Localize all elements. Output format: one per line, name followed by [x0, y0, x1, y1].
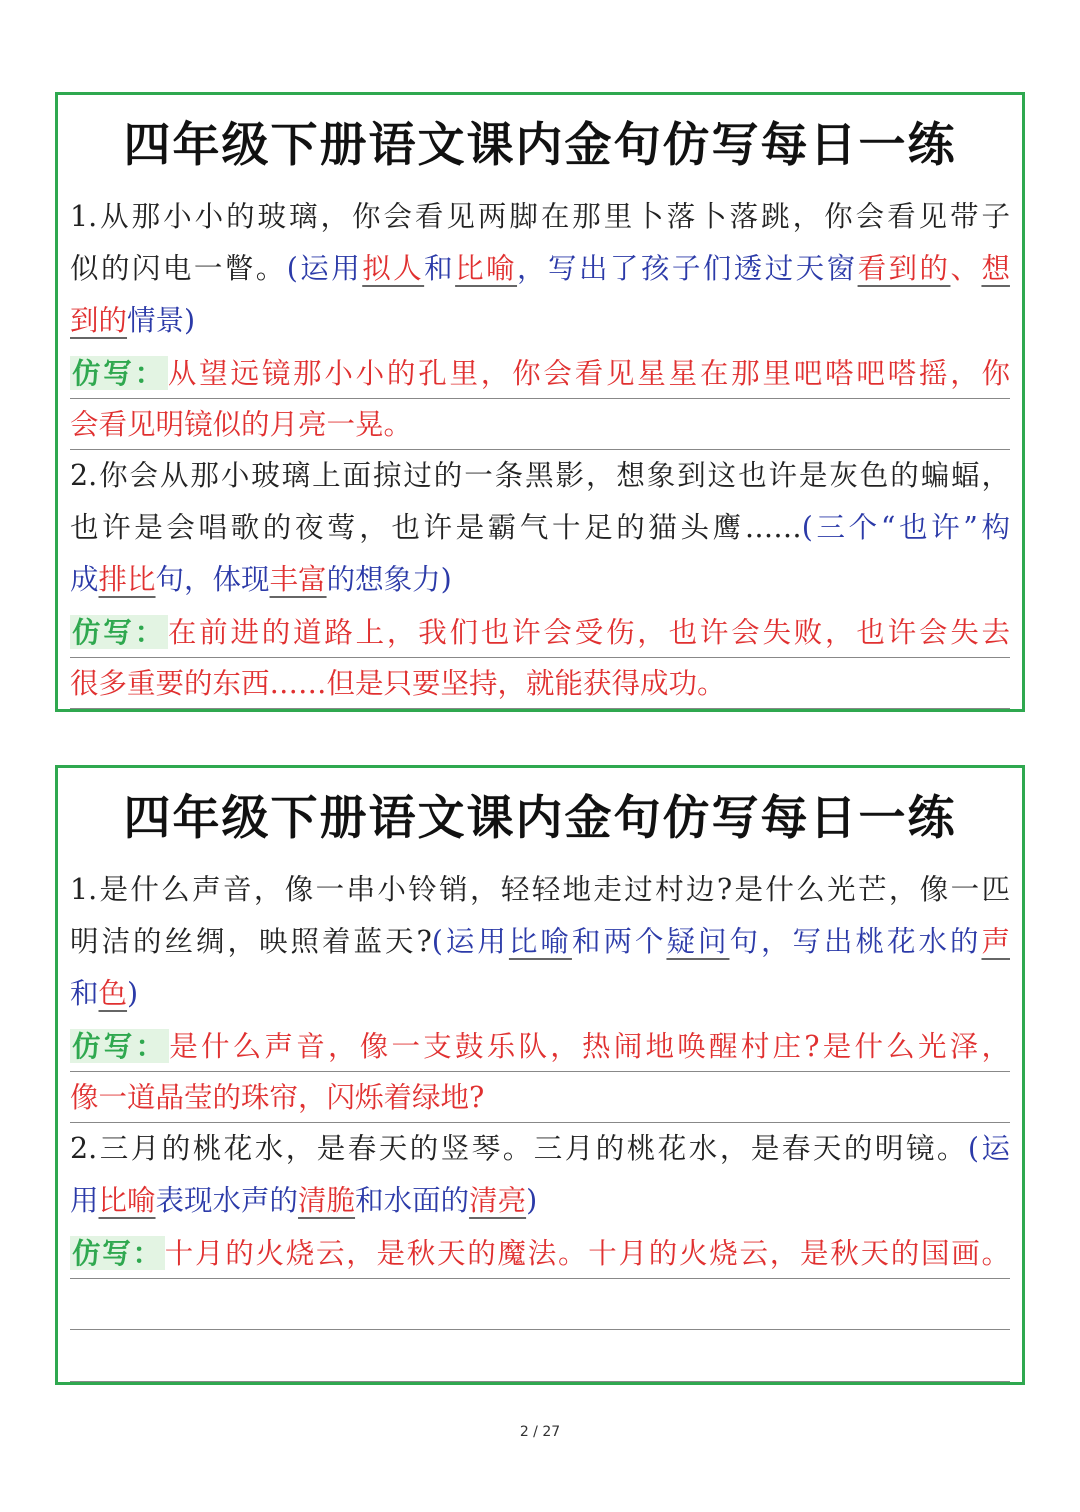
- keyword-highlight: 想: [981, 252, 1010, 285]
- keyword-highlight: 比喻: [455, 252, 518, 285]
- analysis-text: ，写出了孩子们透过天窗: [517, 252, 858, 285]
- example-text: 2.你会从那小玻璃上面掠过的一条黑影，想象到这也许是灰色的蝙蝠，: [70, 459, 1010, 492]
- example-1-line-2: [70, 916, 1010, 968]
- practice-text: 在前进的道路上，我们也许会受伤，也许会失败，也许会失去: [167, 616, 1010, 649]
- practice-1-line-2: [70, 399, 1010, 451]
- keyword-highlight: 清亮: [469, 1184, 527, 1217]
- analysis-text: (运: [967, 1132, 1010, 1165]
- practice-2-line-1: [70, 606, 1010, 658]
- keyword-highlight: 到的: [70, 304, 128, 337]
- practice-label: 仿写：: [72, 615, 166, 649]
- practice-text: 像一道晶莹的珠帘，闪烁着绿地?: [70, 1080, 485, 1114]
- keyword-highlight: 疑问: [666, 925, 730, 958]
- analysis-text: (运用: [431, 925, 509, 958]
- practice-label: 仿写：: [72, 356, 166, 390]
- example-1-line-3: [70, 295, 1010, 347]
- example-2-line-1: [70, 1123, 1010, 1175]
- example-text: 也许是会唱歌的夜莺，也许是霸气十足的猫头鹰……: [70, 511, 802, 544]
- analysis-text: 句，写出桃花水的: [729, 925, 982, 958]
- keyword-highlight: 比喻: [508, 925, 572, 958]
- example-text: 1.是什么声音，像一串小铃销，轻轻地走过村边?是什么光芒，像一匹: [70, 873, 1010, 906]
- example-2-line-1: [70, 450, 1010, 502]
- example-2-line-2: [70, 502, 1010, 554]
- example-text: 1.从那小小的玻璃，你会看见两脚在那里卜落卜落跳，你会看见带子: [70, 200, 1010, 233]
- example-text: 明洁的丝绸，映照着蓝天?: [70, 925, 432, 958]
- keyword-highlight: 色: [98, 977, 128, 1010]
- analysis-text: 情景): [127, 304, 196, 337]
- analysis-text: ): [127, 977, 139, 1010]
- keyword-highlight: 清脆: [298, 1184, 356, 1217]
- practice-text: 会看见明镜似的月亮一晃。: [70, 407, 413, 441]
- keyword-highlight: 声: [981, 925, 1010, 958]
- exercise-card-2: [55, 765, 1025, 1385]
- analysis-text: 表现水声的: [155, 1184, 299, 1217]
- analysis-text: 成: [70, 563, 99, 596]
- analysis-text: 和: [424, 252, 456, 285]
- card-title: 四年级下册语文课内金句仿写每日一练: [123, 791, 957, 846]
- card-body: [70, 864, 1010, 1382]
- analysis-text: 句，体现: [155, 563, 270, 596]
- analysis-text: (三个“也许”构: [801, 511, 1010, 544]
- example-2-line-3: [70, 554, 1010, 606]
- example-1-line-1: [70, 191, 1010, 243]
- practice-2-line-2: [70, 658, 1010, 710]
- keyword-highlight: 比喻: [98, 1184, 156, 1217]
- practice-1-line-1: [70, 1020, 1010, 1072]
- analysis-text: 的想象力): [326, 563, 452, 596]
- practice-2-line-1: [70, 1227, 1010, 1279]
- analysis-text: 和两个: [571, 925, 667, 958]
- blank-writing-line: [70, 1279, 1010, 1331]
- example-2-line-2: [70, 1175, 1010, 1227]
- analysis-text: ): [526, 1184, 538, 1217]
- analysis-text: 用: [70, 1184, 99, 1217]
- example-text: 2.三月的桃花水，是春天的竖琴。三月的桃花水，是春天的明镜。: [70, 1132, 968, 1165]
- blank-writing-line: [70, 1330, 1010, 1382]
- keyword-highlight: 拟人: [362, 252, 425, 285]
- practice-text: 从望远镜那小小的孔里，你会看见星星在那里吧嗒吧嗒摇，你: [167, 357, 1010, 390]
- practice-1-line-1: [70, 347, 1010, 399]
- example-1-line-1: [70, 864, 1010, 916]
- analysis-text: (运用: [286, 252, 363, 285]
- practice-label: 仿写：: [72, 1029, 168, 1063]
- exercise-card-1: [55, 92, 1025, 712]
- example-1-line-3: [70, 968, 1010, 1020]
- page-number: 2 / 27: [519, 1424, 561, 1440]
- practice-text: 是什么声音，像一支鼓乐队，热闹地唤醒村庄?是什么光泽，: [169, 1030, 1010, 1063]
- example-text: 似的闪电一瞥。: [70, 252, 287, 285]
- practice-1-line-2: [70, 1072, 1010, 1124]
- card-body: [70, 191, 1010, 709]
- practice-text: 很多重要的东西……但是只要坚持，就能获得成功。: [70, 666, 726, 700]
- practice-text: 十月的火烧云，是秋天的魔法。十月的火烧云，是秋天的国画。: [164, 1237, 1010, 1270]
- keyword-highlight: 看到的: [857, 252, 951, 285]
- keyword-highlight: 丰富: [269, 563, 327, 596]
- analysis-text: 和水面的: [355, 1184, 470, 1217]
- analysis-text: 、: [950, 252, 982, 285]
- card-title: 四年级下册语文课内金句仿写每日一练: [123, 118, 957, 173]
- example-1-line-2: [70, 243, 1010, 295]
- practice-label: 仿写：: [72, 1236, 163, 1270]
- keyword-highlight: 排比: [98, 563, 156, 596]
- analysis-text: 和: [70, 977, 99, 1010]
